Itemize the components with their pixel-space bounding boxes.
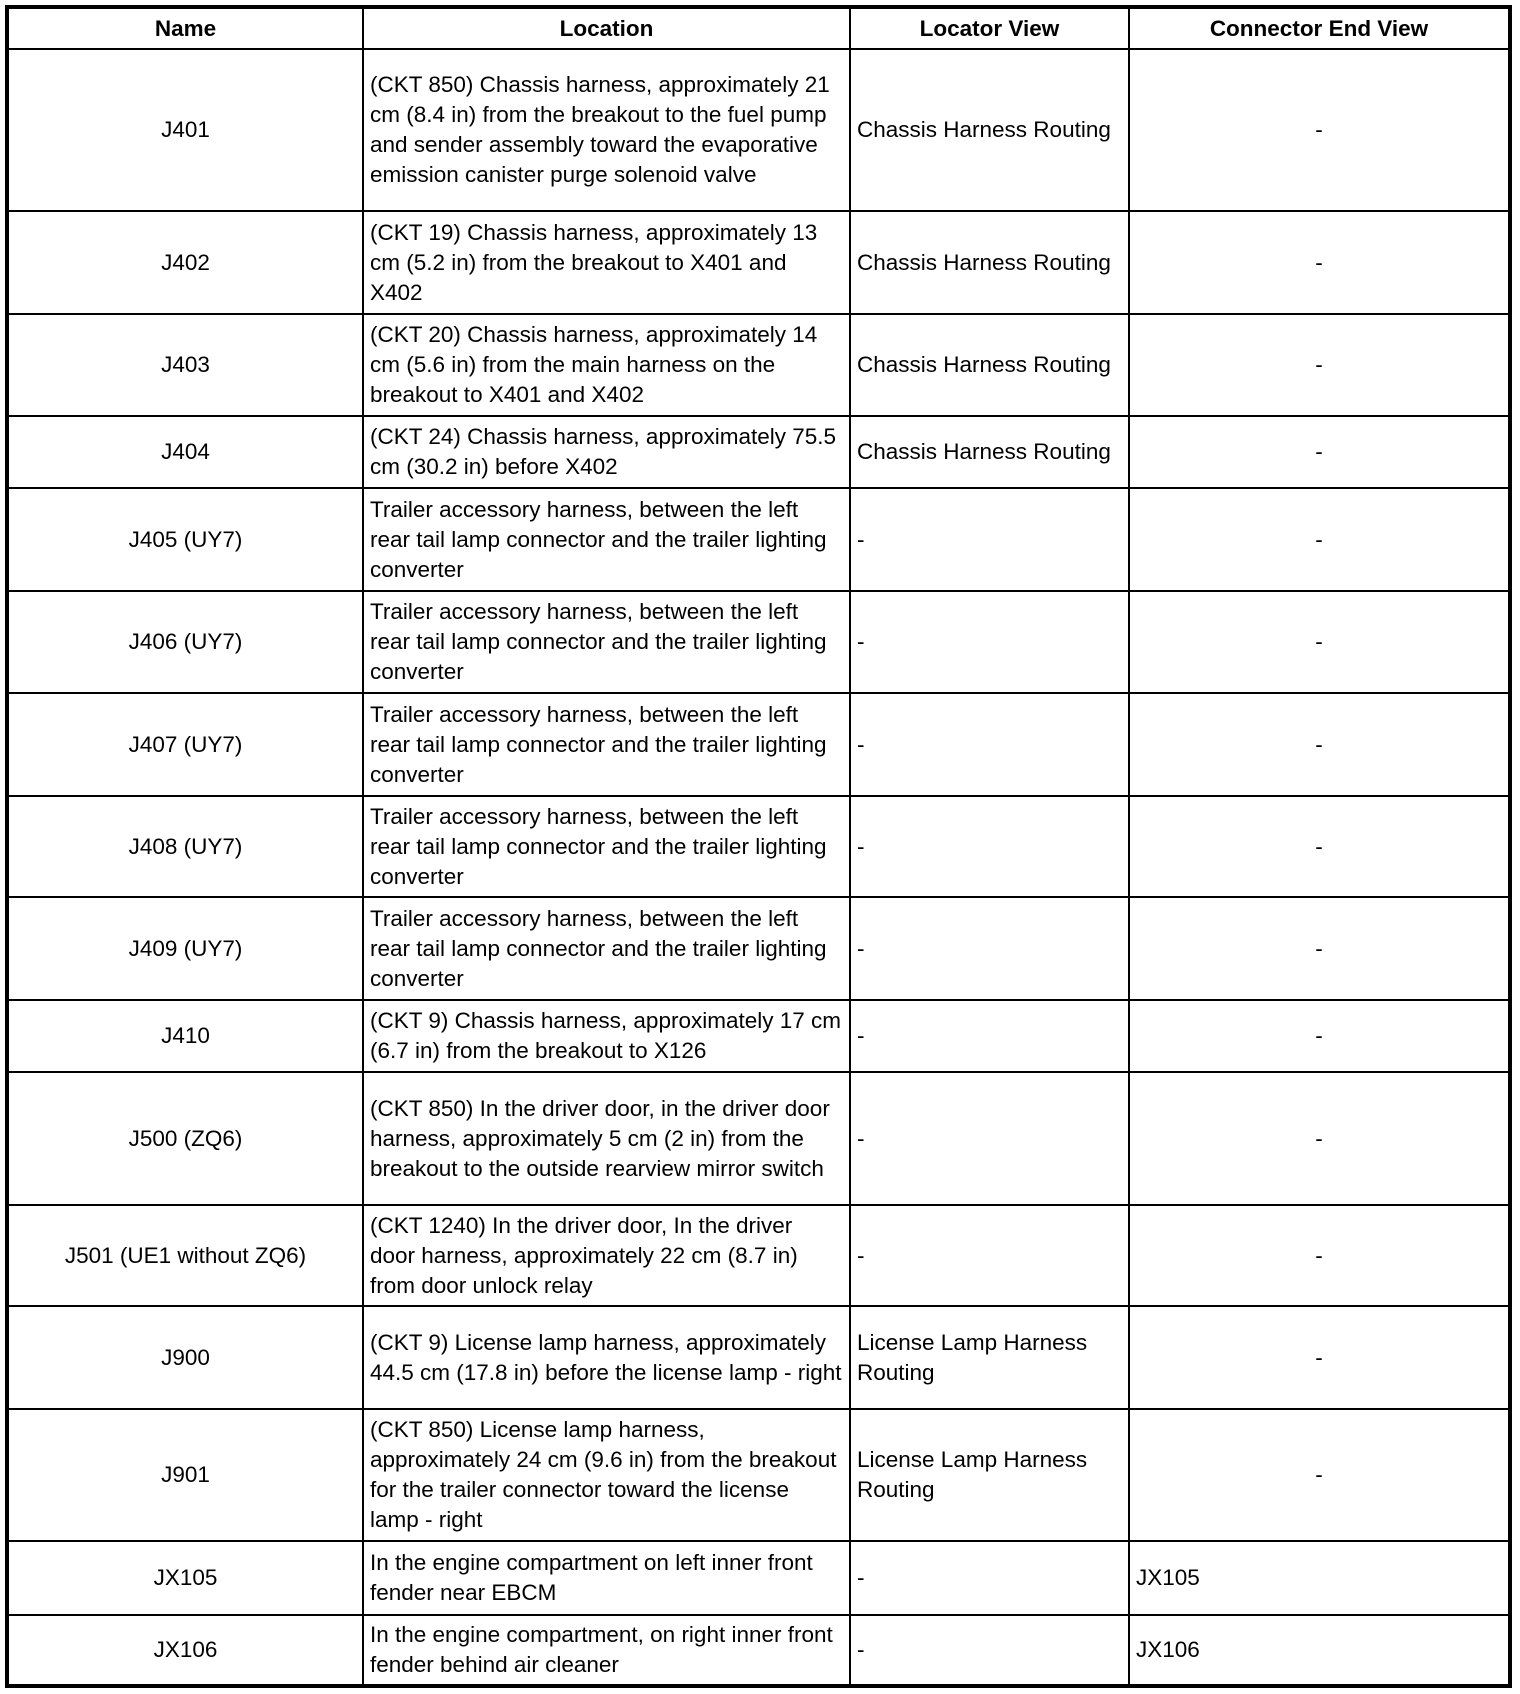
row-connector-end-view: - [1129, 314, 1510, 416]
table-row [7, 1409, 1510, 1541]
row-locator-view: License Lamp Harness Routing [850, 1409, 1129, 1541]
row-location: (CKT 9) Chassis harness, approximately 17 cm (6.7 in) from the breakout to X126 [363, 1000, 850, 1072]
row-location: (CKT 9) License lamp harness, approximately 44.5 cm (17.8 in) before the license lamp - right [363, 1306, 850, 1409]
header-connector-end-view: Connector End View [1129, 7, 1510, 49]
row-locator-view: - [850, 796, 1129, 897]
row-name: JX106 [7, 1615, 363, 1686]
table-row [7, 211, 1510, 314]
table-row [7, 488, 1510, 591]
row-locator-view: Chassis Harness Routing [850, 416, 1129, 488]
table-row [7, 1541, 1510, 1615]
row-locator-view: Chassis Harness Routing [850, 49, 1129, 211]
header-locator-view: Locator View [850, 7, 1129, 49]
table-row [7, 416, 1510, 488]
header-location: Location [363, 7, 850, 49]
row-connector-end-view: - [1129, 49, 1510, 211]
row-locator-view: - [850, 1541, 1129, 1615]
row-name: J500 (ZQ6) [7, 1072, 363, 1205]
table-row [7, 796, 1510, 897]
row-location: In the engine compartment on left inner front fender near EBCM [363, 1541, 850, 1615]
row-location: (CKT 850) Chassis harness, approximately 21 cm (8.4 in) from the breakout to the fuel pump and sender assembly toward the evaporative emission canister purge solenoid valve [363, 49, 850, 211]
row-connector-end-view: - [1129, 693, 1510, 796]
row-connector-end-view: - [1129, 1000, 1510, 1072]
row-location: (CKT 1240) In the driver door, In the driver door harness, approximately 22 cm (8.7 in) from door unlock relay [363, 1205, 850, 1306]
row-locator-view: - [850, 591, 1129, 693]
row-name: J405 (UY7) [7, 488, 363, 591]
row-locator-view: - [850, 693, 1129, 796]
row-name: J404 [7, 416, 363, 488]
row-connector-end-view: - [1129, 488, 1510, 591]
row-name: J900 [7, 1306, 363, 1409]
row-name: JX105 [7, 1541, 363, 1615]
row-connector-end-view: - [1129, 897, 1510, 1000]
row-connector-end-view: JX105 [1129, 1541, 1510, 1615]
header-row [7, 7, 1510, 49]
table-row [7, 693, 1510, 796]
row-location: (CKT 19) Chassis harness, approximately 13 cm (5.2 in) from the breakout to X401 and X402 [363, 211, 850, 314]
row-name: J401 [7, 49, 363, 211]
splice-location-table [5, 5, 1512, 1688]
row-connector-end-view: JX106 [1129, 1615, 1510, 1686]
row-location: Trailer accessory harness, between the left rear tail lamp connector and the trailer lighting converter [363, 897, 850, 1000]
row-name: J402 [7, 211, 363, 314]
row-location: Trailer accessory harness, between the left rear tail lamp connector and the trailer lighting converter [363, 796, 850, 897]
table-row [7, 314, 1510, 416]
table-row [7, 1000, 1510, 1072]
row-name: J501 (UE1 without ZQ6) [7, 1205, 363, 1306]
row-location: (CKT 850) License lamp harness, approximately 24 cm (9.6 in) from the breakout for the trailer connector toward the license lamp - right [363, 1409, 850, 1541]
row-name: J409 (UY7) [7, 897, 363, 1000]
table-row [7, 897, 1510, 1000]
row-location: (CKT 850) In the driver door, in the driver door harness, approximately 5 cm (2 in) from the breakout to the outside rearview mirror switch [363, 1072, 850, 1205]
row-locator-view: - [850, 1615, 1129, 1686]
row-locator-view: Chassis Harness Routing [850, 314, 1129, 416]
row-location: (CKT 20) Chassis harness, approximately 14 cm (5.6 in) from the main harness on the breakout to X401 and X402 [363, 314, 850, 416]
row-connector-end-view: - [1129, 591, 1510, 693]
table-row [7, 1072, 1510, 1205]
row-name: J406 (UY7) [7, 591, 363, 693]
row-location: Trailer accessory harness, between the left rear tail lamp connector and the trailer lighting converter [363, 488, 850, 591]
row-location: (CKT 24) Chassis harness, approximately 75.5 cm (30.2 in) before X402 [363, 416, 850, 488]
table-row [7, 49, 1510, 211]
row-locator-view: - [850, 488, 1129, 591]
row-name: J407 (UY7) [7, 693, 363, 796]
table-row [7, 1205, 1510, 1306]
row-name: J408 (UY7) [7, 796, 363, 897]
row-location: Trailer accessory harness, between the left rear tail lamp connector and the trailer lighting converter [363, 693, 850, 796]
row-connector-end-view: - [1129, 1409, 1510, 1541]
row-connector-end-view: - [1129, 1306, 1510, 1409]
table-row [7, 591, 1510, 693]
row-connector-end-view: - [1129, 416, 1510, 488]
row-locator-view: - [850, 1205, 1129, 1306]
row-locator-view: Chassis Harness Routing [850, 211, 1129, 314]
row-location: In the engine compartment, on right inner front fender behind air cleaner [363, 1615, 850, 1686]
row-locator-view: License Lamp Harness Routing [850, 1306, 1129, 1409]
header-name: Name [7, 7, 363, 49]
row-name: J403 [7, 314, 363, 416]
row-locator-view: - [850, 1000, 1129, 1072]
table-row [7, 1615, 1510, 1686]
row-connector-end-view: - [1129, 796, 1510, 897]
row-connector-end-view: - [1129, 211, 1510, 314]
row-name: J901 [7, 1409, 363, 1541]
row-connector-end-view: - [1129, 1205, 1510, 1306]
row-name: J410 [7, 1000, 363, 1072]
table-row [7, 1306, 1510, 1409]
row-locator-view: - [850, 897, 1129, 1000]
row-location: Trailer accessory harness, between the left rear tail lamp connector and the trailer lighting converter [363, 591, 850, 693]
row-locator-view: - [850, 1072, 1129, 1205]
row-connector-end-view: - [1129, 1072, 1510, 1205]
